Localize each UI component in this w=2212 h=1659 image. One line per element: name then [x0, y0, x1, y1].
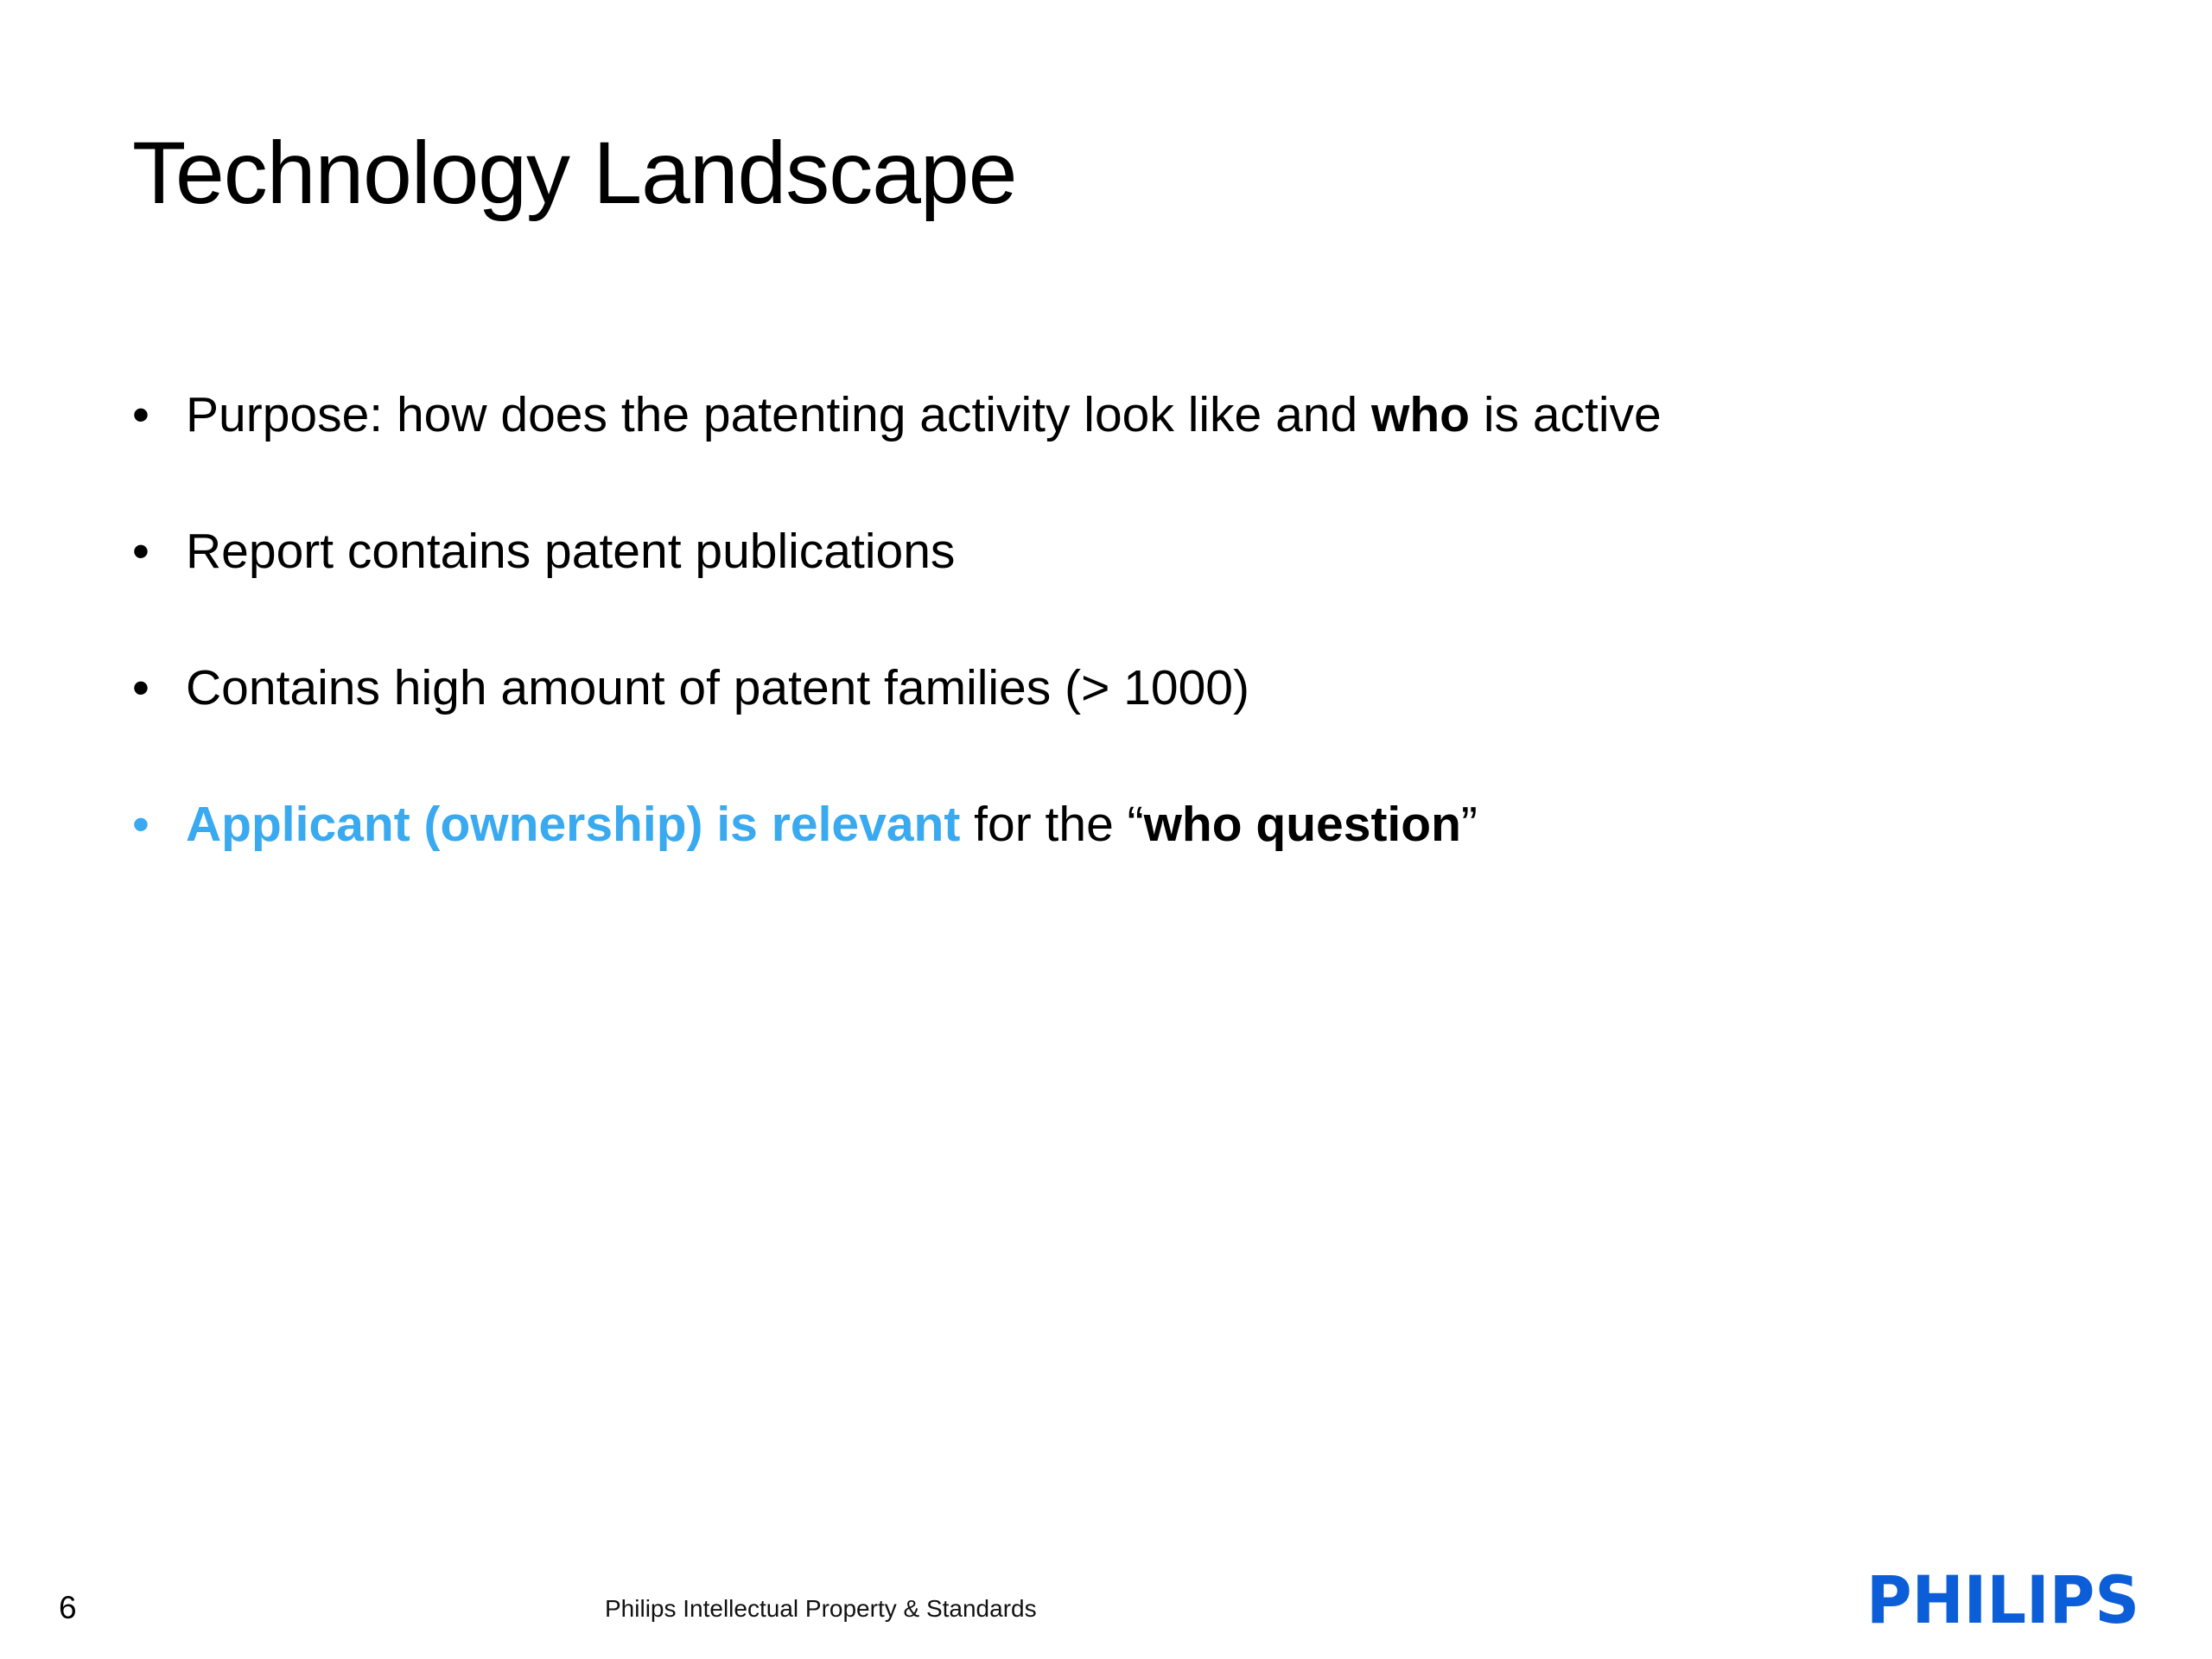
bullet-text-segment: ”	[1460, 797, 1478, 852]
bullet-text-segment: Report contains patent publications	[186, 524, 956, 579]
bullet-marker: •	[132, 387, 149, 442]
bullet-text-segment: is active	[1470, 387, 1662, 442]
philips-logo	[1865, 1566, 2141, 1635]
bullet-text-segment: who	[1371, 387, 1470, 442]
bullet-text-segment: for the “	[960, 797, 1144, 852]
bullet-text-segment: who question	[1143, 797, 1461, 852]
bullet-marker: •	[132, 797, 149, 852]
bullet-text-segment: Purpose: how does the patenting activity look like and	[186, 387, 1372, 442]
footer-organization: Philips Intellectual Property & Standards	[605, 1595, 1037, 1622]
slide-title: Technology Landscape	[132, 124, 1017, 222]
page-number: 6	[59, 1590, 77, 1625]
bullet-text-segment: Applicant (ownership) is relevant	[186, 797, 961, 852]
bullet-marker: •	[132, 660, 149, 715]
bullet-marker: •	[132, 524, 149, 579]
bullet-item	[132, 790, 1662, 859]
philips-logo-wordmark: PHILIPS	[1866, 1566, 2139, 1635]
bullet-text-segment: Contains high amount of patent families (> 1000)	[186, 660, 1249, 715]
bullet-item	[132, 517, 1662, 586]
bullet-list	[132, 380, 1662, 926]
bullet-item	[132, 380, 1662, 449]
bullet-item	[132, 653, 1662, 722]
